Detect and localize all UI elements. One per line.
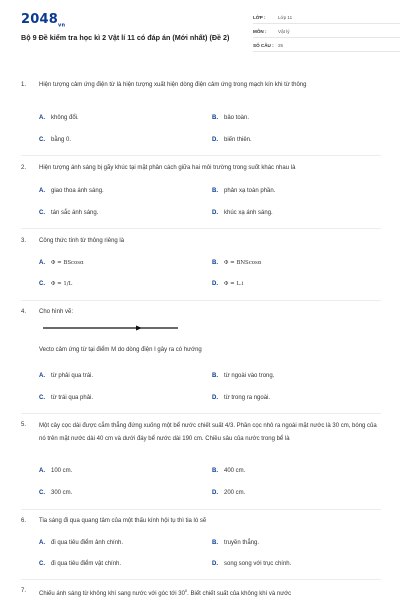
meta-subject-value: Vật lý [278,29,290,34]
option-a[interactable]: A. không đổi. [39,115,79,121]
question-text: Hiện tượng ánh sáng bị gãy khúc tại mặt phân cách giữa hai môi trường trong suốt khác nhau là [39,165,296,171]
meta-class-row [253,12,400,24]
question-number: 2. [21,165,27,171]
option-d[interactable]: D. Φ = L.i [212,281,244,287]
meta-class-label: LỚP : [253,15,266,20]
question-subtext: Vecto cảm ứng từ tại điểm M do dòng điện I gây ra có hướng [39,347,202,353]
option-a[interactable]: A. Φ = BScosα [39,260,84,266]
meta-class-value: Lớp 11 [278,15,293,20]
option-b[interactable]: B. từ ngoài vào trong. [212,373,275,379]
option-d[interactable]: D. khúc xạ ánh sáng. [212,210,273,216]
option-a[interactable]: A. đi qua tiêu điểm ảnh chính. [39,540,124,546]
exam-meta [253,12,400,54]
option-d[interactable]: D. song song với trục chính. [212,561,292,567]
option-d[interactable]: D. từ trong ra ngoài. [212,395,271,401]
question-2 [21,163,381,173]
exam-title: Bộ 9 Đề kiểm tra học kì 2 Vật lí 11 có đáp án (Mới nhất) (Đề 2) [21,32,230,42]
meta-subject-row [253,26,400,38]
option-c[interactable]: C. bằng 0. [39,137,72,143]
divider [21,300,381,301]
question-number: 4. [21,309,27,315]
question-3 [21,236,381,246]
option-b[interactable]: B. bảo toàn. [212,115,250,121]
question-text: Công thức tính từ thông riêng là [39,238,125,244]
option-c[interactable]: C. từ trái qua phải. [39,395,94,401]
page-header [21,12,381,48]
option-b[interactable]: B. phản xạ toàn phần. [212,188,276,194]
meta-count-row [253,40,400,52]
divider [21,413,381,414]
option-a[interactable]: A. từ phải qua trái. [39,373,94,379]
option-c[interactable]: C. Φ = 1/L [39,281,73,287]
question-number: 6. [21,518,27,524]
option-d[interactable]: D. 200 cm. [212,490,246,496]
option-c[interactable]: C. 300 cm. [39,490,73,496]
question-text: Một cây cọc dài được cắm thẳng đứng xuống một bể nước chiết suất 4/3. Phần cọc nhô ra ngoài mặt nước là 30 cm, bóng của nó trên mặt nước dài 40 cm và dưới đáy bể nước dài 190 cm. Chiều sâu của nước trong bể là [39,423,377,442]
site-logo[interactable]: $2048_{vn}$ [21,12,66,29]
question-text: Cho hình vẽ: [39,309,74,315]
current-arrow-figure [43,325,183,331]
question-4 [21,307,381,355]
meta-count-value: 25 [278,43,284,48]
question-text: Hiện tượng cảm ứng điện từ là hiện tượng xuất hiện dòng điện cảm ứng trong mạch kín khi từ thông [39,82,307,88]
divider [21,155,381,156]
meta-count-label: SỐ CÂU : [253,43,274,48]
question-7 [21,586,381,599]
option-c[interactable]: C. đi qua tiêu điểm vật chính. [39,561,122,567]
option-a[interactable]: A. giao thoa ánh sáng. [39,188,104,194]
question-5 [21,420,381,446]
divider [21,509,381,510]
option-b[interactable]: B. Φ = BNScosα [212,260,262,266]
option-b[interactable]: B. truyền thẳng. [212,540,260,546]
option-b[interactable]: B. 400 cm. [212,468,246,474]
question-number: 1. [21,82,27,88]
question-6 [21,516,381,526]
option-d[interactable]: D. biến thiên. [212,137,252,143]
question-number: 5. [21,422,27,428]
question-text: Chiếu ánh sáng từ không khí sang nước với góc tới $30^0$. Biết chiết suất của không khí và nước [39,588,292,597]
option-a[interactable]: A. 100 cm. [39,468,73,474]
option-c[interactable]: C. tán sắc ánh sáng. [39,210,99,216]
divider [21,579,381,580]
question-text: Tia sáng đi qua quang tâm của một thấu kính hội tụ thì tia ló sẽ [39,518,207,524]
question-1 [21,80,381,90]
divider [21,228,381,229]
meta-subject-label: MÔN : [253,29,267,34]
question-number: 3. [21,238,27,244]
question-number: 7. [21,588,27,594]
